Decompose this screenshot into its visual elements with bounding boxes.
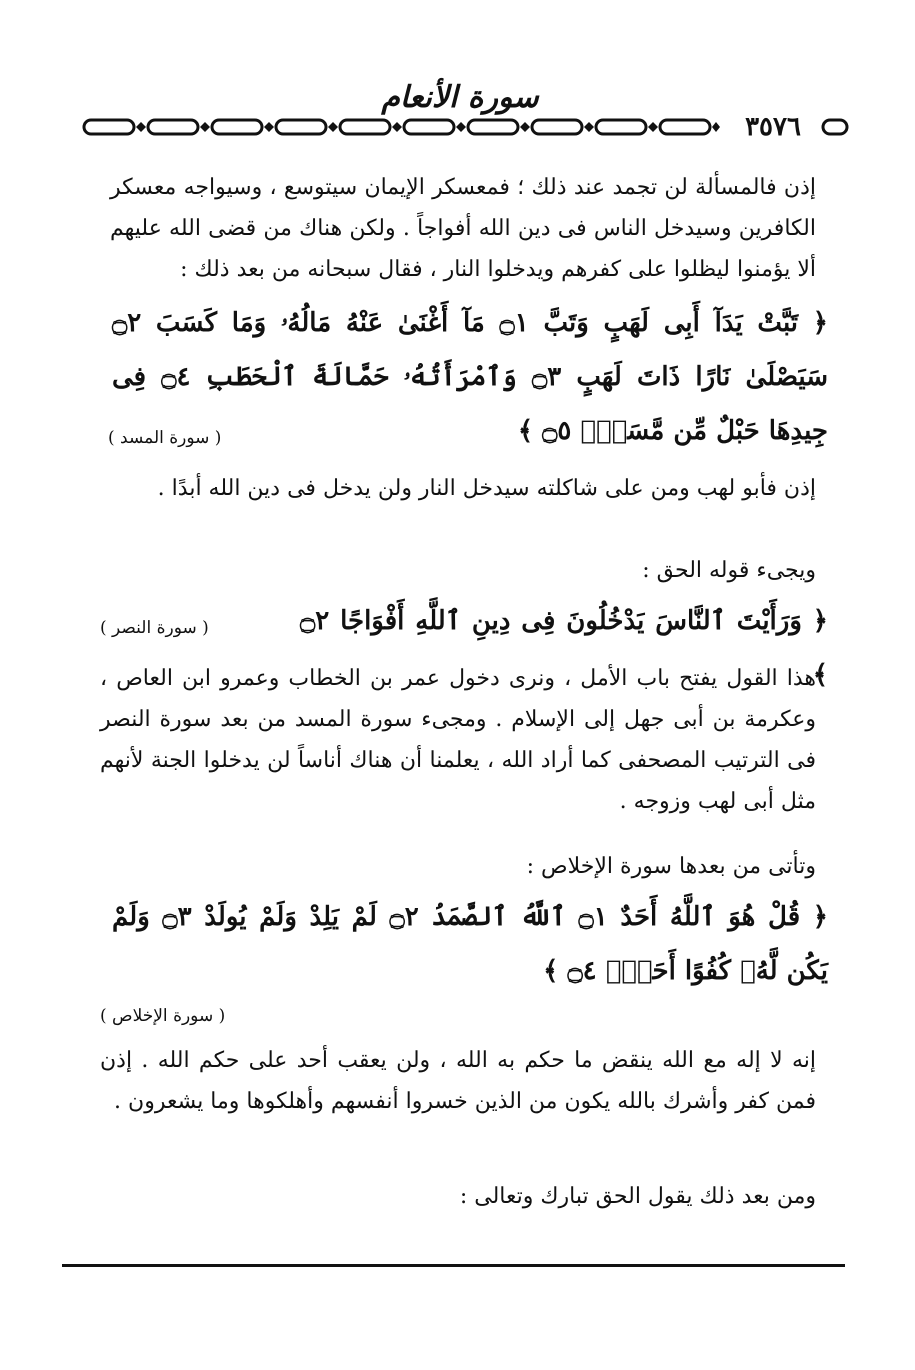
paragraph-intro: إذن فالمسألة لن تجمد عند ذلك ؛ فمعسكر الإيمان سيتوسع ، وسيواجه معسكر الكافرين وسيدخل الناس فى دين الله أفواجاً . ولكن هناك من قضى الله عليهم ألا يؤمنوا ليظلوا على كفرهم ويدخلوا النار ، فقال سبحانه من بعد ذلك : xyxy=(110,175,816,282)
paragraph-abu-lahab: إذن فأبو لهب ومن على شاكلته سيدخل النار ولن يدخل فى دين الله أبدًا . xyxy=(157,476,816,501)
surah-title: سورة الأنعام xyxy=(381,80,539,115)
verse-masad: ﴿ تَبَّتْ يَدَآ أَبِى لَهَبٍ وَتَبَّ ۝١ مَآ أَغْنَىٰ عَنْهُ مَالُهُۥ وَمَا كَسَبَ ۝٢ سَيَصْلَىٰ نَارًا ذَاتَ لَهَبٍ ۝٣ وَٱمْرَأَتُهُۥ حَمَّالَةَ ٱلْحَطَبِ ۝٤ فِى جِيدِهَا حَبْلٌ مِّن مَّسَدٍۭ ۝٥ ﴾ xyxy=(112,308,828,446)
verse-ikhlas: ﴿ قُلْ هُوَ ٱللَّهُ أَحَدٌ ۝١ ٱللَّهُ ٱلصَّمَدُ ۝٢ لَمْ يَلِدْ وَلَمْ يُولَدْ ۝٣ وَلَمْ يَكُن لَّهُۥ كُفُوًا أَحَدٌۢ ۝٤ ﴾ xyxy=(112,902,829,986)
surah-reference-nasr: ( سورة النصر ) xyxy=(100,618,209,638)
page-number: ٣٥٧٦ xyxy=(745,112,801,142)
bottom-rule xyxy=(62,1264,845,1267)
verse-nasr: ﴿ وَرَأَيْتَ ٱلنَّاسَ يَدْخُلُونَ فِى دِينِ ٱللَّهِ أَفْوَاجًا ۝٢ ﴾ xyxy=(300,606,828,690)
surah-reference-masad: ( سورة المسد ) xyxy=(108,428,222,448)
paragraph-qawl-al-haqq: ويجىء قوله الحق : xyxy=(642,558,816,583)
paragraph-no-god: إنه لا إله مع الله ينقض ما حكم به الله ، ولن يعقب أحد على حكم الله . إذن فمن كفر وأشرك بالله يكون من الذين خسروا أنفسهم وأهلكوها وما يشعرون . xyxy=(100,1048,816,1114)
paragraph-closing: ومن بعد ذلك يقول الحق تبارك وتعالى : xyxy=(459,1184,816,1209)
ornamental-chain-border xyxy=(80,116,720,138)
surah-reference-ikhlas: ( سورة الإخلاص ) xyxy=(100,1006,226,1026)
paragraph-hope: هذا القول يفتح باب الأمل ، ونرى دخول عمر بن الخطاب وعمرو ابن العاص ، وعكرمة بن أبى جهل إلى الإسلام . ومجىء سورة المسد من بعد سورة النصر فى الترتيب المصحفى كما أراد الله ، يعلمنا أن هناك أناساً لن يدخلوا الجنة لأنهم مثل أبى لهب وزوجه . xyxy=(100,666,816,814)
chain-end-ornament xyxy=(820,116,850,138)
paragraph-ikhlas-intro: وتأتى من بعدها سورة الإخلاص : xyxy=(526,854,816,879)
